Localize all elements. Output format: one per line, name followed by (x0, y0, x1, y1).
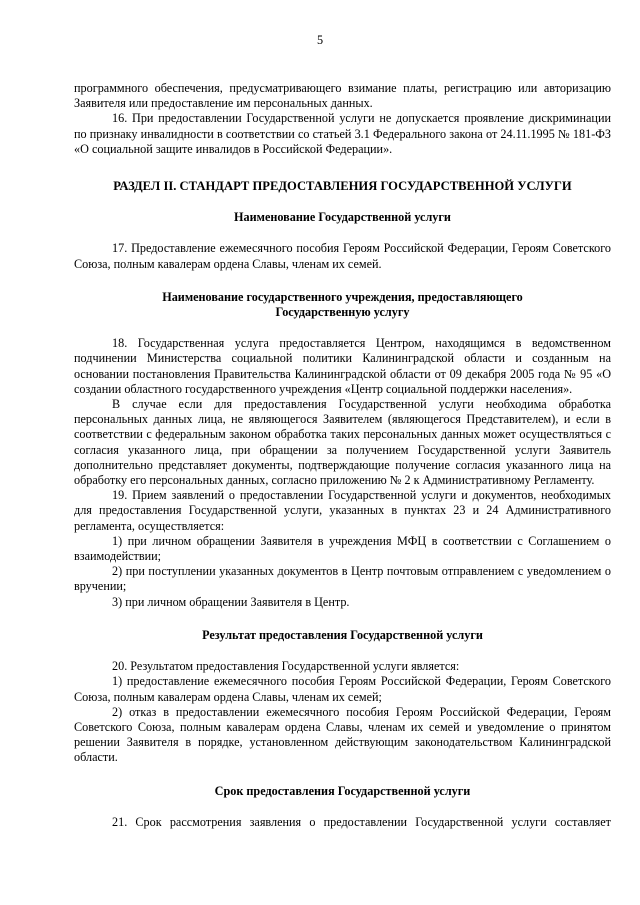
page-content (74, 81, 611, 830)
paragraph-20-1: 1) предоставление ежемесячного пособия Героям Российской Федерации, Героям Советского Союза, полным кавалерам ордена Славы, членам их семей; (74, 674, 611, 704)
paragraph-18: 18. Государственная услуга предоставляется Центром, находящимся в ведомственном подчинении Министерства социальной политики Калининградской области и созданным на основании постановления Правительства Калининградской области от 09 декабря 2005 года № 95 «О создании областного государственного учреждения «Центр социальной поддержки населения». (74, 336, 611, 396)
heading-institution-line2: Государственную услугу (275, 305, 410, 320)
heading-term: Срок предоставления Государственной услуги (214, 783, 471, 798)
paragraph-17: 17. Предоставление ежемесячного пособия Героям Российской Федерации, Героям Советского Союза, полным кавалерам ордена Славы, членам их семей. (74, 241, 611, 271)
paragraph-18b: В случае если для предоставления Государственной услуги необходима обработка персональных данных лица, не являющегося Заявителем (являющегося Представителем), и если в соответствии с федеральным законом обработка таких персональных данных может осуществляться с согласия указанного лица, при обращении за получением Государственной услуги Заявитель дополнительно представляет документы, подтверждающие получение согласия указанного лица на обработку его персональных данных, согласно приложению № 2 к Административному Регламенту. (74, 397, 611, 488)
heading-service-name: Наименование Государственной услуги (234, 210, 451, 225)
paragraph-19-1: 1) при личном обращении Заявителя в учреждения МФЦ в соответствии с Соглашением о взаимодействии; (74, 533, 611, 564)
paragraph-19: 19. Прием заявлений о предоставлении Государственной услуги и документов, необходимых для предоставления Государственной услуги, указанных в пунктах 23 и 24 Административного регламента, осуществляется: (74, 488, 611, 533)
paragraph-20: 20. Результатом предоставления Государственной услуги является: (112, 659, 460, 674)
heading-result: Результат предоставления Государственной услуги (202, 627, 483, 642)
paragraph-16: 16. При предоставлении Государственной услуги не допускается проявление дискриминации по признаку инвалидности в соответствии со статьей 3.1 Федерального закона от 24.11.1995 № 181-ФЗ «О социальной защите инвалидов в Российской Федерации». (74, 111, 611, 156)
page-number: 5 (316, 33, 324, 47)
paragraph-intro: программного обеспечения, предусматривающего взимание платы, регистрацию или авторизацию Заявителя или предоставление им персональных данных. (74, 81, 611, 111)
paragraph-21: 21. Срок рассмотрения заявления о предоставлении Государственной услуги составляет (112, 814, 611, 829)
paragraph-20-2: 2) отказ в предоставлении ежемесячного пособия Героям Российской Федерации, Героям Советского Союза, полным кавалерам ордена Славы, членам их семей и уведомление о принятом решении Заявителя в порядке, установленном действующим законодательством Калининградской области. (74, 704, 611, 765)
paragraph-19-2: 2) при поступлении указанных документов в Центр почтовым отправлением с уведомлением о вручении; (74, 564, 611, 594)
paragraph-19-3: 3) при личном обращении Заявителя в Центр. (112, 594, 350, 609)
section-title: РАЗДЕЛ II. СТАНДАРТ ПРЕДОСТАВЛЕНИЯ ГОСУДАРСТВЕННОЙ УСЛУГИ (113, 179, 572, 194)
heading-institution-line1: Наименование государственного учреждения, предоставляющего (162, 289, 523, 304)
